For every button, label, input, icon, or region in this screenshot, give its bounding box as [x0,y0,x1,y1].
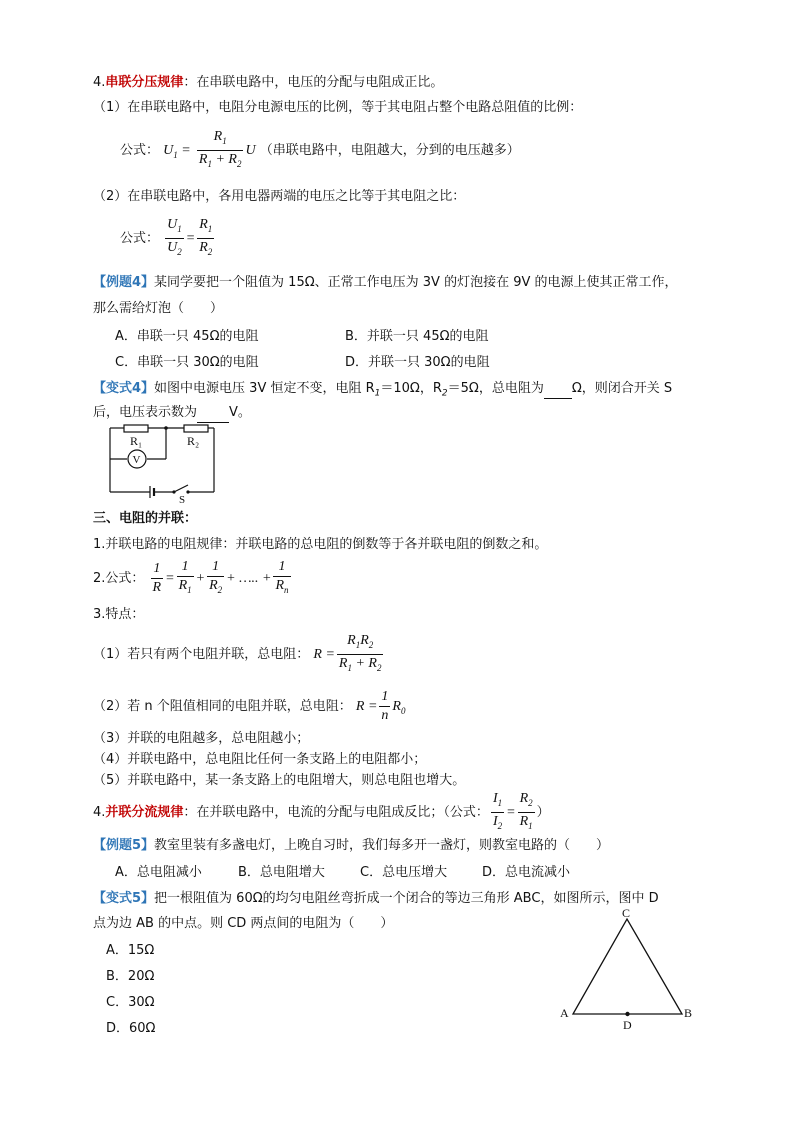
switch-lever [174,485,188,492]
variant-4-tag: 【变式4】 [93,381,155,396]
parallel-feature-text: （1）若只有两个电阻并联，总电阻： [93,646,310,662]
label-switch: S [179,494,186,504]
formula-prefix: 2.公式： [93,570,145,586]
parallel-rule-1: 1.并联电路的电阻规律：并联电路的总电阻的倒数等于各并联电阻的倒数之和。 [93,537,548,552]
formula-prefix: 公式： [120,142,160,158]
parallel-rule-num: 4. [93,804,106,820]
example-5-line [93,837,609,855]
parallel-feature-2: （2）若 n 个阻值相同的电阻并联，总电阻： R = $\frac{1}{n}$ $R_0$ [93,689,406,723]
variant-5-line-2: 点为边 AB 的中点。则 CD 两点间的电阻为（ ） [93,916,394,931]
example-4-option-c[interactable]: C．串联一只 30Ω的电阻 [115,355,259,370]
parallel-rule-text: ：在并联电路中，电流的分配与电阻成反比；（公式： [183,804,489,820]
point-d-label: D [623,1018,632,1032]
variant-5-option-c[interactable]: C．30Ω [106,995,155,1010]
parallel-features-title: 3.特点： [93,607,145,622]
variant-4-text: Ω，则闭合开关 S [571,381,673,396]
parallel-formula: 2.公式： $\frac{1}{R}$ = $\frac{1}{R_1}$ + $\frac{1}{R_2}$ + ….. + $\frac{1}{R_n}$ [93,559,289,595]
parallel-feature-text: （2）若 n 个阻值相同的电阻并联，总电阻： [93,699,352,714]
example-5-text: 教室里装有多盏电灯，上晚自习时，我们每多开一盏灯，则教室电路的（ ） [154,838,610,853]
example-5-option-a[interactable]: A．总电阻减小 [115,865,202,880]
resistor-r1 [124,425,148,432]
triangle-diagram [555,905,700,1035]
example-4-line-2: 那么需给灯泡（ ） [93,301,224,316]
example-4-line-1 [93,274,678,292]
series-rule-text: ：在串联电路中，电压的分配与电阻成正比。 [183,75,444,90]
formula-note: （串联电路中，电阻越大，分到的电压越多） [259,142,520,158]
example-4-option-d[interactable]: D．并联一只 30Ω的电阻 [345,355,490,370]
parallel-rule-close: ） [536,804,550,820]
example-5-option-c[interactable]: C．总电压增大 [360,865,448,880]
parallel-feature-3: （3）并联的电阻越多，总电阻越小； [93,731,310,746]
example-4-option-b[interactable]: B．并联一只 45Ω的电阻 [345,329,489,344]
variant-4-text: 如图中电源电压 3V 恒定不变，电阻 R [154,381,375,396]
parallel-feature-1: （1）若只有两个电阻并联，总电阻： R = $\frac{R_1R_2}{R_1 + R_2}$ [93,633,382,673]
variant-4-text: ＝5Ω，总电阻为 [447,381,544,396]
example-4-tag: 【例题4】 [93,275,155,290]
example-4-option-a[interactable]: A．串联一只 45Ω的电阻 [115,329,259,344]
example-5-option-b[interactable]: B．总电阻增大 [238,865,325,880]
series-rule-line [93,74,443,92]
variant-5-text: 把一根阻值为 60Ω的均匀电阻丝弯折成一个闭合的等边三角形 ABC，如图所示，图中 D [154,891,659,906]
label-r2: R₂ [187,434,200,448]
label-meter: V [132,454,141,466]
answer-blank[interactable] [544,380,572,399]
example-5-option-d[interactable]: D．总电流减小 [482,865,571,880]
variant-4-text: 后，电压表示数为 [93,405,198,420]
triangle-abc [573,919,682,1014]
series-formula-1: 公式： $U_1$ = $\frac{R_1}{R_1 + R_2}$ U （串联电路中，电阻越大，分到的电压越多） [120,128,520,175]
resistor-r2 [184,425,208,432]
vertex-a-label: A [560,1006,569,1020]
series-formula-2: 公式： $\frac{U_1}{U_2}$ = $\frac{R_1}{R_2}$ [120,217,213,257]
parallel-heading: 三、电阻的并联： [93,511,198,526]
series-item-1: （1）在串联电路中，电阻分电源电压的比例，等于其电阻占整个电路总阻值的比例： [93,100,583,115]
circuit-diagram [100,422,225,504]
series-item-2: （2）在串联电路中，各用电器两端的电压之比等于其电阻之比： [93,189,466,204]
variant-5-option-b[interactable]: B．20Ω [106,969,155,984]
variant-4-text: V。 [229,405,251,420]
parallel-feature-4: （4）并联电路中，总电阻比任何一条支路上的电阻都小； [93,752,427,767]
example-5-tag: 【例题5】 [93,838,155,853]
label-r1: R₁ [130,434,143,448]
variant-4-text: ＝10Ω，R [380,381,442,396]
series-rule-title: 串联分压规律 [105,75,184,90]
answer-blank[interactable] [197,404,229,423]
parallel-rule-title: 并联分流规律 [105,804,184,820]
fraction-r1-over-sum: $\frac{R_1}{R_1 + R_2}$ [198,129,242,169]
midpoint-d [625,1012,629,1016]
vertex-b-label: B [684,1006,693,1020]
variant-5-option-d[interactable]: D．60Ω [106,1021,156,1036]
parallel-current-rule: 4.并联分流规律：在并联电路中，电流的分配与电阻成反比；（公式： $\frac{I_1}{I_2}$ = $\frac{R_2}{R_1}$ ） [93,791,550,831]
variant-5-tag: 【变式5】 [93,891,155,906]
formula-prefix: 公式： [120,230,160,246]
parallel-feature-5: （5）并联电路中，某一条支路上的电阻增大，则总电阻也增大。 [93,773,466,788]
vertex-c-label: C [622,906,631,920]
series-rule-num: 4. [93,75,106,90]
variant-4-line-2 [93,404,251,423]
variant-5-option-a[interactable]: A．15Ω [106,943,155,958]
example-4-text-1: 某同学要把一个阻值为 15Ω、正常工作电压为 3V 的灯泡接在 9V 的电源上使其正常工作， [154,275,678,290]
variant-4-line-1: 【变式4】如图中电源电压 3V 恒定不变，电阻 $R_1=10\Omega$，$R_2=5\Omega$，总电阻为 Ω，则闭合开关 S [93,381,673,399]
